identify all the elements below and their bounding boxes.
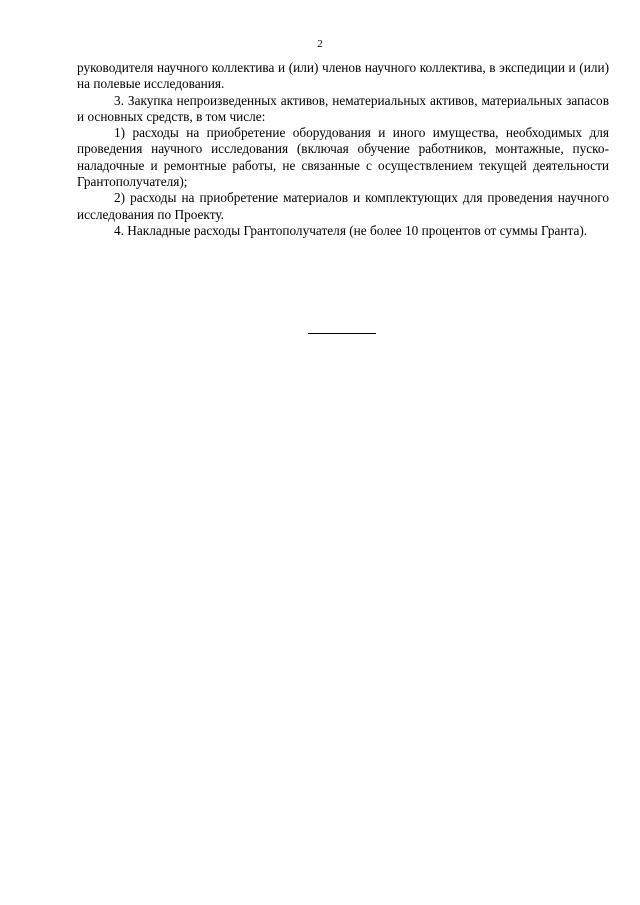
document-body (77, 60, 609, 239)
paragraph-subitem-2: 2) расходы на приобретение материалов и комплектующих для проведения научного исследования по Проекту. (77, 190, 609, 222)
paragraph-subitem-1: 1) расходы на приобретение оборудования и иного имущества, необходимых для проведения научного исследования (включая обучение работников, монтажные, пуско-наладочные и ремонтные работы, не связанные с осуществлением текущей деятельности Грантополучателя); (77, 125, 609, 190)
page-number: 2 (317, 38, 323, 50)
paragraph-item-4: 4. Накладные расходы Грантополучателя (не более 10 процентов от суммы Гранта). (114, 222, 588, 238)
end-divider (308, 333, 376, 334)
paragraph-continuation: руководителя научного коллектива и (или) членов научного коллектива, в экспедиции и (или) на полевые исследования. (77, 60, 609, 92)
paragraph-item-3: 3. Закупка непроизведенных активов, нематериальных активов, материальных запасов и основных средств, в том числе: (77, 92, 609, 124)
